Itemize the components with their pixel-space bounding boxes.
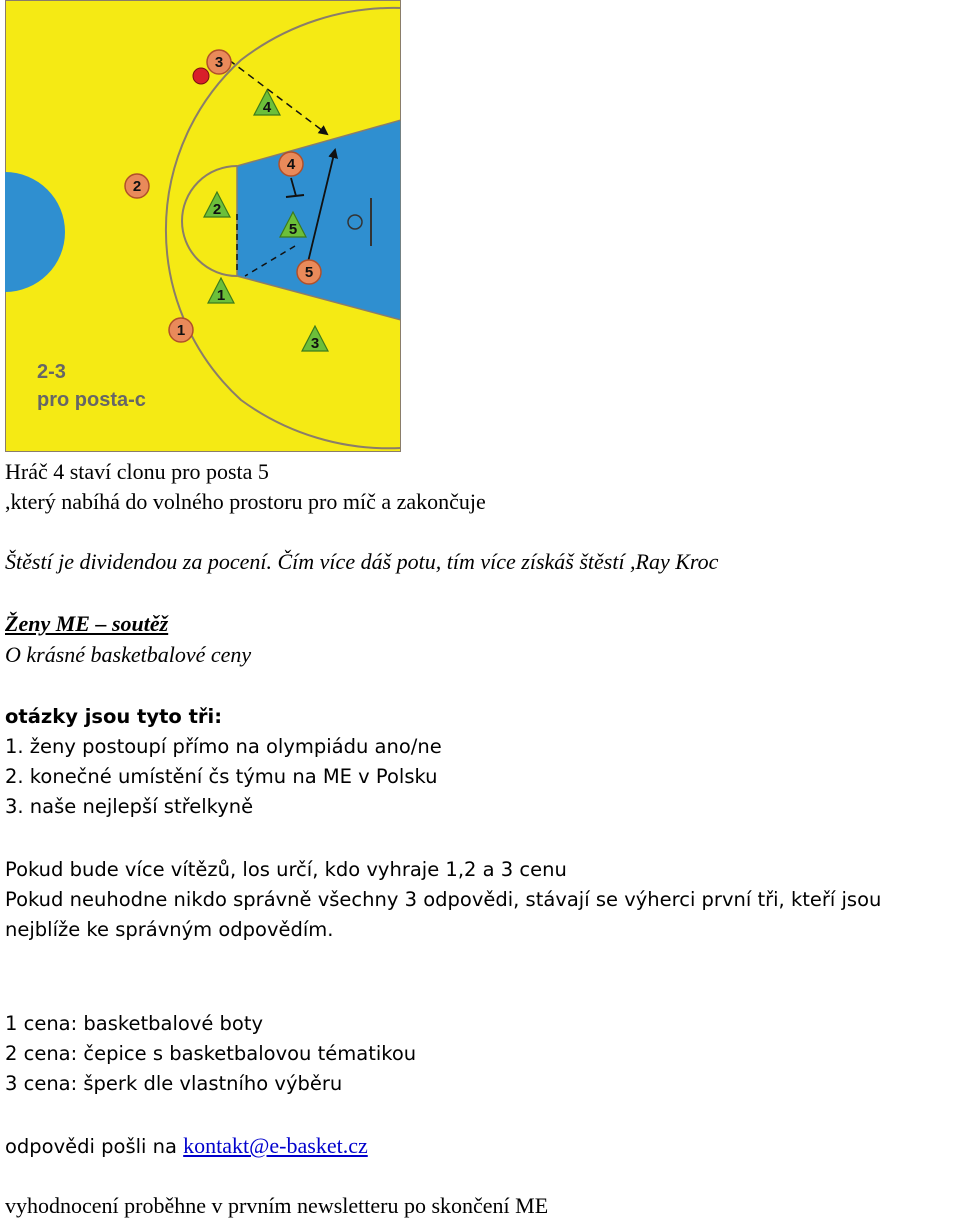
question-3: 3. naše nejlepší střelkyně	[5, 795, 254, 818]
question-2: 2. konečné umístění čs týmu na ME v Polsku	[5, 765, 438, 788]
caption-line-2: ,který nabíhá do volného prostoru pro míč a zakončuje	[5, 489, 486, 514]
prize-1: 1 cena: basketbalové boty	[5, 1012, 264, 1035]
prize-3: 3 cena: šperk dle vlastního výběru	[5, 1072, 343, 1095]
diagram-label-line1: 2-3	[37, 361, 66, 383]
evaluation-note: vyhodnocení proběhne v prvním newsletteru po skončení ME	[5, 1193, 549, 1218]
basketball-play-diagram	[5, 0, 401, 452]
defense-player-label-2: 2	[212, 201, 222, 218]
ball-icon	[193, 68, 209, 84]
prize-2: 2 cena: čepice s basketbalovou tématikou	[5, 1042, 417, 1065]
contest-subheading: O krásné basketbalové ceny	[5, 642, 252, 667]
offense-player-label-4: 4	[286, 156, 296, 173]
offense-player-label-2: 2	[132, 178, 142, 195]
contest-heading: Ženy ME – soutěž	[5, 611, 169, 636]
quote: Štěstí je dividendou za pocení. Čím více dáš potu, tím více získáš štěstí ,Ray Kroc	[5, 549, 719, 574]
offense-player-label-1: 1	[176, 322, 186, 339]
caption-line-1: Hráč 4 staví clonu pro posta 5	[5, 459, 269, 484]
diagram-label-line2: pro posta-c	[37, 389, 146, 411]
offense-player-label-3: 3	[214, 54, 224, 71]
email-link[interactable]: kontakt@e-basket.cz	[183, 1133, 368, 1158]
rule-2: Pokud neuhodne nikdo správně všechny 3 odpovědi, stávají se výherci první tři, kteří jsou	[5, 888, 882, 911]
rule-3: nejblíže ke správným odpovědím.	[5, 918, 334, 941]
defense-player-label-5: 5	[288, 221, 298, 238]
defense-player-label-1: 1	[216, 287, 226, 304]
defense-player-label-4: 4	[262, 99, 272, 116]
send-answers-line	[5, 1132, 368, 1161]
offense-player-label-5: 5	[304, 264, 314, 281]
question-1: 1. ženy postoupí přímo na olympiádu ano/ne	[5, 735, 442, 758]
questions-title: otázky jsou tyto tři:	[5, 705, 223, 728]
defense-player-label-3: 3	[310, 335, 320, 352]
send-prefix: odpovědi pošli na	[5, 1135, 184, 1158]
rule-1: Pokud bude více vítězů, los určí, kdo vyhraje 1,2 a 3 cenu	[5, 858, 567, 881]
